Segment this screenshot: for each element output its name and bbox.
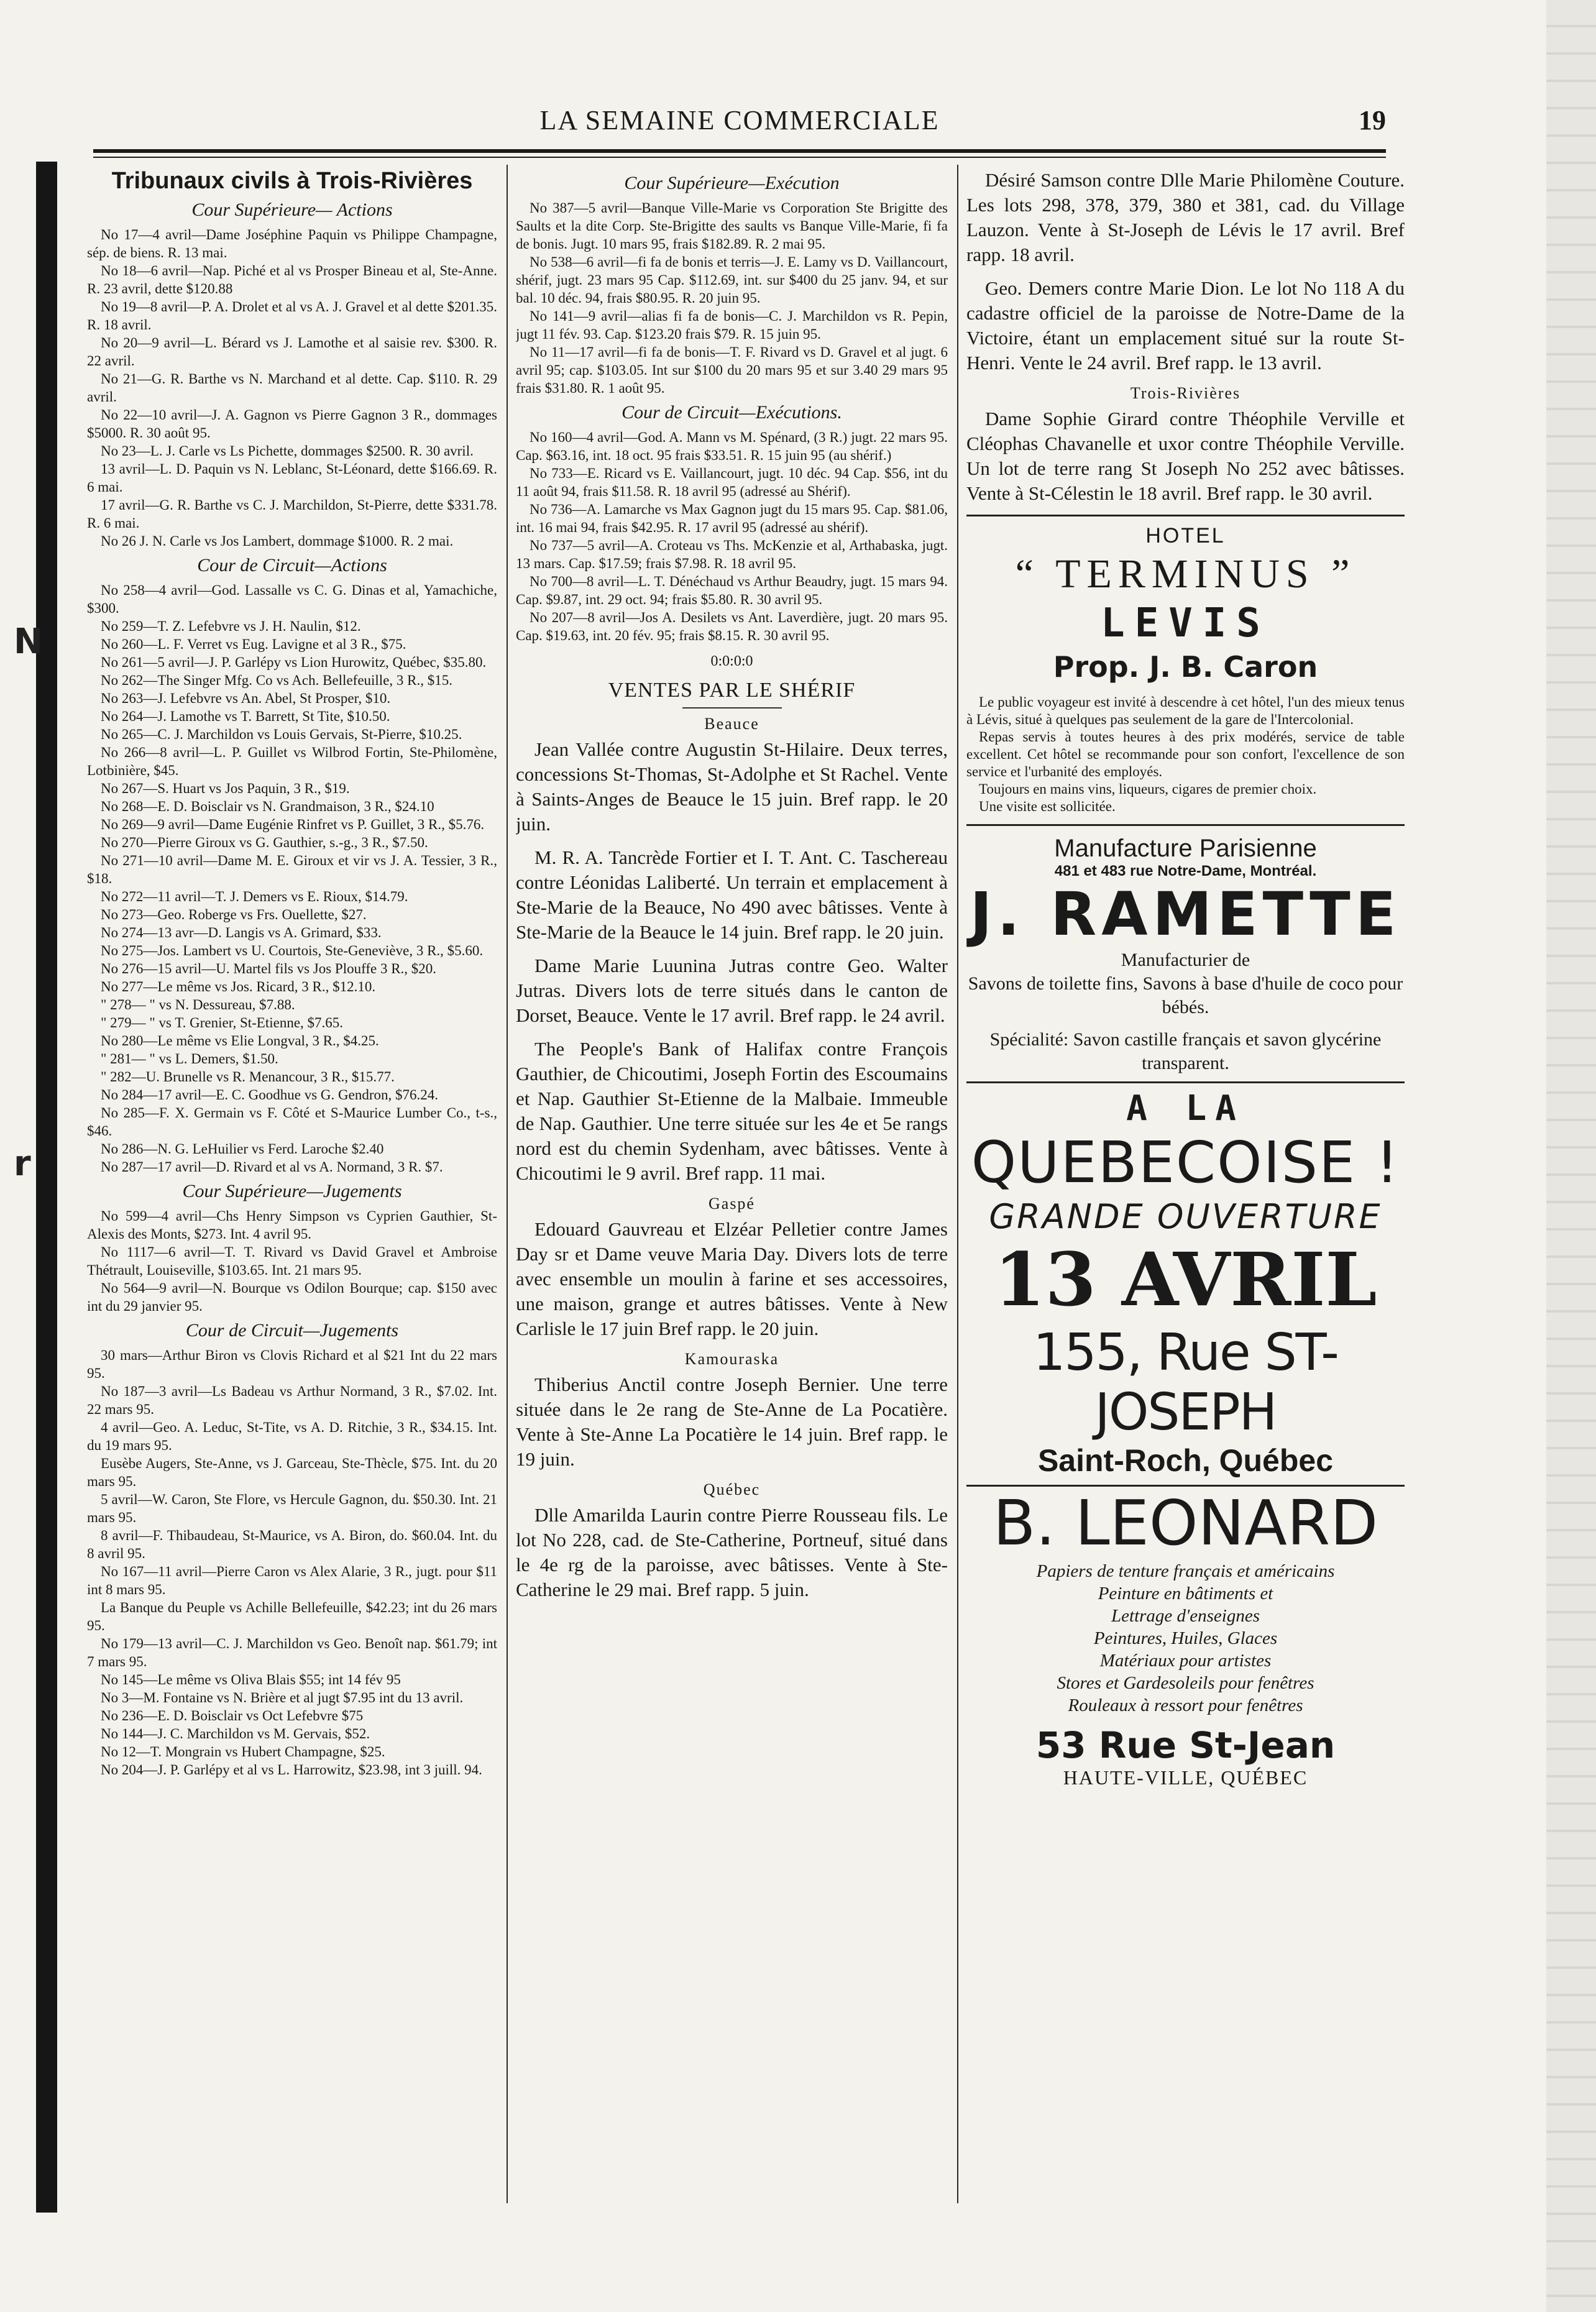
court-entry: No 265—C. J. Marchildon vs Louis Gervais, St-Pierre, $10.25. [101,727,462,742]
sheriff-sale: Désiré Samson contre Dlle Marie Philomène Couture. Les lots 298, 378, 379, 380 et 381, cad. du Village Lauzon. Vente à St-Joseph de Lévis le 17 avril. Bref rapp. 18 avril. [966,169,1405,265]
leonard-line: Peintures, Huiles, Glaces [1093,1628,1278,1648]
section-title: Cour Supérieure— Actions [191,200,393,220]
entry-list [87,1207,497,1315]
quebecoise-city: Saint-Roch, Québec [1037,1443,1334,1478]
court-entry: No 267—S. Huart vs Jos Paquin, 3 R., $19. [101,781,350,796]
ramette-address: 481 et 483 rue Notre-Dame, Montréal. [1054,863,1317,879]
page-number: 19 [1359,105,1386,135]
court-entry: No 387—5 avril—Banque Ville-Marie vs Corporation Ste Brigitte des Saults et la dite Corp. Ste-Brigitte des saults vs Banque Ville-Marie, fi fa de bonis. Jugt. 10 mars 95, frais $182.89. R. 2 mai 95. [516,200,948,252]
court-entry: No 22—10 avril—J. A. Gagnon vs Pierre Gagnon 3 R., dommages $5000. R. 30 août 95. [87,407,497,441]
court-entry: No 1117—6 avril—T. T. Rivard vs David Gravel et Ambroise Thétrault, Louiseville, $103.65. Int. 21 mars 95. [87,1244,497,1278]
sheriff-sale: Dame Sophie Girard contre Théophile Verville et Cléophas Chavanelle et uxor contre Théophile Verville. Un lot de terre rang St Joseph No 252 avec bâtisses. Vente à St-Célestin le 18 avril. Bref rapp. le 30 avril. [966,408,1405,504]
column-rule-1 [507,165,508,2203]
entry-list [87,581,497,1176]
hotel-paragraph: Le public voyageur est invité à descendre à cet hôtel, l'un des mieux tenus à Lévis, situé à quelques pas seulement de la gare de l'Intercolonial. [966,694,1405,727]
court-entry: No 276—15 avril—U. Martel fils vs Jos Plouffe 3 R., $20. [101,961,437,976]
header-rule [93,149,1386,153]
margin-mark-r: r [14,1144,31,1184]
court-entry: No 11—17 avril—fi fa de bonis—T. F. Rivard vs D. Gravel et al jugt. 6 avril 95; cap. $103.05. Int sur $100 du 20 mars 95 et sur 3.40 29 mars 95 frais $31.80. R. 1 août 95. [516,344,948,396]
ramette-ad [966,835,1405,1075]
court-entry: 30 mars—Arthur Biron vs Clovis Richard et al $21 Int du 22 mars 95. [87,1347,497,1381]
divider [682,707,782,709]
quebecoise-ad [966,1081,1405,1479]
court-entry: No 273—Geo. Roberge vs Frs. Ouellette, $27. [101,907,367,922]
leonard-line: Lettrage d'enseignes [1111,1606,1260,1626]
quebecoise-date: 13 AVRIL [994,1236,1377,1323]
court-entry: No 167—11 avril—Pierre Caron vs Alex Alarie, 3 R., jugt. pour $11 int 8 mars 95. [87,1564,497,1597]
ramette-name: J. RAMETTE [970,879,1401,949]
sale-list [966,406,1405,506]
sheriff-sale: M. R. A. Tancrède Fortier et I. T. Ant. C. Taschereau contre Léonidas Laliberté. Un terrain et emplacement à Ste-Marie de la Beauce, No 490 avec bâtisses. Vente à Ste-Marie de la Beauce le 14 juin. Bref rapp. le 20 juin. [516,846,948,943]
court-entry: No 19—8 avril—P. A. Drolet et al vs A. J. Gravel et al dette $201.35. R. 18 avril. [87,299,497,333]
court-entry: No 141—9 avril—alias fi fa de bonis—C. J. Marchildon vs R. Pepin, jugt 11 fév. 93. Cap. $123.20 frais $79. R. 15 juin 95. [516,308,948,342]
court-entry: No 259—T. Z. Lefebvre vs J. H. Naulin, $12. [101,618,361,634]
section-title: Cour de Circuit—Jugements [185,1320,399,1341]
court-entry: " 279— " vs T. Grenier, St-Etienne, $7.65. [101,1015,344,1030]
court-entry: " 278— " vs N. Dessureau, $7.88. [101,997,295,1012]
court-entry: No 187—3 avril—Ls Badeau vs Arthur Normand, 3 R., $7.02. Int. 22 mars 95. [87,1383,497,1417]
hotel-label: HOTEL [1145,524,1226,548]
court-entry: No 287—17 avril—D. Rivard et al vs A. Normand, 3 R. $7. [101,1159,443,1175]
court-entry: Eusèbe Augers, Ste-Anne, vs J. Garceau, Ste-Thècle, $75. Int. du 20 mars 95. [87,1456,497,1489]
sheriff-sale: The People's Bank of Halifax contre François Gauthier, de Chicoutimi, Joseph Fortin des Escoumains et Nap. Gauthier St-Etienne de la Malbaie. Immeuble de Nap. Gauthier. Une terre située sur les 4e et 5e rangs nord est du chemin Sydenham, avec bâtisses. Vente à Chicoutimi le 9 avril. Bref rapp. 11 mai. [516,1038,948,1184]
court-entry: 8 avril—F. Thibaudeau, St-Maurice, vs A. Biron, do. $60.04. Int. du 8 avril 95. [87,1528,497,1561]
quebecoise-street: 155, Rue ST-JOSEPH [1033,1323,1338,1442]
court-entry: No 284—17 avril—E. C. Goodhue vs G. Gendron, $76.24. [101,1087,439,1103]
court-entry: La Banque du Peuple vs Achille Bellefeuille, $42.23; int du 26 mars 95. [87,1600,497,1633]
court-entry: No 20—9 avril—L. Bérard vs J. Lamothe et al saisie rev. $300. R. 22 avril. [87,335,497,369]
court-entry: No 160—4 avril—God. A. Mann vs M. Spénard, (3 R.) jugt. 22 mars 95. Cap. $63.16, int. 18 oct. 95 frais $33.51. R. 15 juin 95 (au shérif.) [516,429,948,463]
sheriff-sale: Dame Marie Luunina Jutras contre Geo. Walter Jutras. Divers lots de terre situés dans le canton de Dorset, Beauce. Vente le 17 avril. Bref rapp. le 24 avril. [516,955,948,1026]
court-entry: No 272—11 avril—T. J. Demers vs E. Rioux, $14.79. [101,889,408,904]
leonard-line: Rouleaux à ressort pour fenêtres [1068,1695,1303,1715]
district-title: Trois-Rivières [1130,384,1241,402]
court-entry: No 274—13 avr—D. Langis vs A. Grimard, $33. [101,925,382,940]
court-entry: No 269—9 avril—Dame Eugénie Rinfret vs P. Guillet, 3 R., $5.76. [101,817,485,832]
court-entry: No 737—5 avril—A. Croteau vs Ths. McKenzie et al, Arthabaska, jugt. 13 mars. Cap. $17.59; frais $7.98. R. 18 avril 95. [516,538,948,571]
section-title: Cour de Circuit—Actions [197,555,387,576]
sheriff-sale: Thiberius Anctil contre Joseph Bernier. Une terre située dans le 2e rang de Ste-Anne de La Pocatière. Vente à Ste-Anne La Pocatière le 14 juin. Bref rapp. le 19 juin. [516,1374,948,1470]
sale-list [516,1217,948,1341]
court-entry: No 144—J. C. Marchildon vs M. Gervais, $52. [101,1726,370,1741]
leonard-name: B. LEONARD [966,1485,1405,1560]
ramette-line: Spécialité: Savon castille français et savon glycérine transparent. [989,1029,1382,1073]
quebecoise-a-la: A LA [966,1081,1405,1129]
scan-edge-right [1546,0,1596,2312]
leonard-ad [966,1485,1405,1789]
court-entry: No 262—The Singer Mfg. Co vs Ach. Bellefeuille, 3 R., $15. [101,672,452,688]
section-title: Cour Supérieure—Exécution [624,173,840,193]
section-title: Cour Supérieure—Jugements [182,1181,402,1201]
sale-list [966,168,1405,375]
court-entry: No 263—J. Lefebvre vs An. Abel, St Prosper, $10. [101,690,391,706]
leonard-lines [966,1560,1405,1717]
court-entry: No 207—8 avril—Jos A. Desilets vs Ant. Laverdière, jugt. 20 mars 95. Cap. $19.63, int. 20 fév. 95; frais $8.15. R. 30 avril 95. [516,610,948,643]
court-entry: No 264—J. Lamothe vs T. Barrett, St Tite, $10.50. [101,709,390,724]
court-entry: No 12—T. Mongrain vs Hubert Champagne, $25. [101,1744,385,1759]
court-entry: No 18—6 avril—Nap. Piché et al vs Prosper Bineau et al, Ste-Anne. R. 23 avril, dette $120.88 [87,263,497,296]
court-entry: No 280—Le même vs Elie Longval, 3 R., $4.25. [101,1033,379,1048]
court-entry: No 179—13 avril—C. J. Marchildon vs Geo. Benoît nap. $61.79; int 7 mars 95. [87,1636,497,1669]
hotel-name: “ TERMINUS ” [1015,551,1356,597]
court-entry: 17 avril—G. R. Barthe vs C. J. Marchildon, St-Pierre, dette $331.78. R. 6 mai. [87,497,497,531]
sale-list [516,1503,948,1602]
court-entry: No 564—9 avril—N. Bourque vs Odilon Bourque; cap. $150 avec int du 29 janvier 95. [87,1280,497,1314]
hotel-text-block [966,694,1405,815]
court-entry: No 599—4 avril—Chs Henry Simpson vs Cyprien Gauthier, St-Alexis des Monts, $273. Int. 4 avril 95. [87,1208,497,1242]
court-entry: No 268—E. D. Boisclair vs N. Grandmaison, 3 R., $24.10 [101,799,434,814]
court-entry: No 275—Jos. Lambert vs U. Courtois, Ste-Geneviève, 3 R., $5.60. [101,943,484,958]
entry-list [516,199,948,397]
hotel-city: LEVIS [1101,600,1270,646]
court-entry: No 270—Pierre Giroux vs G. Gauthier, s.-g., 3 R., $7.50. [101,835,428,850]
court-entry: No 21—G. R. Barthe vs N. Marchand et al dette. Cap. $110. R. 29 avril. [87,371,497,405]
tribunaux-title: Tribunaux civils à Trois-Rivières [111,168,473,194]
district-title: Kamouraska [684,1350,779,1368]
ramette-line: Manufacturier de [1121,950,1250,970]
leonard-line: Matériaux pour artistes [1099,1651,1272,1671]
ramette-line: Savons de toilette fins, Savons à base d'huile de coco pour bébés. [968,973,1403,1017]
court-entry: No 266—8 avril—L. P. Guillet vs Wilbrod Fortin, Ste-Philomène, Lotbinière, $45. [87,745,497,778]
leonard-line: Peinture en bâtiments et [1098,1584,1273,1603]
court-entry: No 204—J. P. Garlépy et al vs L. Harrowitz, $23.98, int 3 juill. 94. [101,1762,482,1778]
sale-list [516,737,948,1186]
separator-mark: 0:0:0:0 [710,653,753,669]
leonard-address: 53 Rue St-Jean [1035,1724,1336,1766]
column-ventes-annonces [966,168,1405,2206]
leonard-city: HAUTE-VILLE, QUÉBEC [1063,1766,1308,1789]
header-rule-thin [93,157,1386,158]
court-entry: No 3—M. Fontaine vs N. Brière et al jugt $7.95 int du 13 avril. [101,1690,464,1705]
margin-mark-n: N [14,622,43,662]
hotel-owner: Prop. J. B. Caron [1053,650,1318,684]
court-entry: " 281— " vs L. Demers, $1.50. [101,1051,278,1067]
quebecoise-name: QUEBECOISE ! [971,1129,1400,1196]
district-title: Québec [703,1480,761,1498]
ramette-heading: Manufacture Parisienne [1054,835,1317,862]
sheriff-sale: Jean Vallée contre Augustin St-Hilaire. Deux terres, concessions St-Thomas, St-Adolphe et St Rachel. Vente à Saints-Anges de Beauce le 15 juin. Bref rapp. le 20 juin. [516,738,948,835]
court-entry: " 282—U. Brunelle vs R. Menancour, 3 R., $15.77. [101,1069,395,1085]
column-rule-2 [957,165,958,2203]
court-entry: No 17—4 avril—Dame Joséphine Paquin vs Philippe Champagne, sép. de biens. R. 13 mai. [87,227,497,260]
column-executions-ventes [516,168,948,2206]
section-title: Cour de Circuit—Exécutions. [621,402,842,423]
court-entry: No 145—Le même vs Oliva Blais $55; int 14 fév 95 [101,1672,401,1687]
quebecoise-opening: GRANDE OUVERTURE [989,1197,1382,1236]
court-entry: No 736—A. Lamarche vs Max Gagnon jugt du 15 mars 95. Cap. $81.06, int. 16 mai 94, frais $42.95. R. 17 avril 95 (adressé au shérif). [516,502,948,535]
sale-list [516,1372,948,1472]
sheriff-sale: Dlle Amarilda Laurin contre Pierre Rousseau fils. Le lot No 228, cad. de Ste-Catherine, Portneuf, situé dans le 4e rg de la paroisse, avec bâtisses. Vente à Ste-Catherine le 29 mai. Bref rapp. 5 juin. [516,1504,948,1600]
entry-list [516,428,948,645]
sheriff-sale: Edouard Gauvreau et Elzéar Pelletier contre James Day sr et Dame veuve Maria Day. Divers lots de terre avec ensemble un moulin à farine et ses accessoires, une maison, grange et autres bâtisses. Vente à New Carlisle le 17 juin Bref rapp. le 20 juin. [516,1218,948,1339]
court-entry: 4 avril—Geo. A. Leduc, St-Tite, vs A. D. Ritchie, 3 R., $34.15. Int. du 19 mars 95. [87,1420,497,1453]
entry-list [87,1346,497,1779]
hotel-paragraph: Toujours en mains vins, liqueurs, cigares de premier choix. [979,781,1317,797]
district-title: Gaspé [709,1195,755,1213]
district-title: Beauce [704,715,759,733]
sheriff-sale: Geo. Demers contre Marie Dion. Le lot No 118 A du cadastre officiel de la paroisse de Notre-Dame de la Victoire, étant un emplacement situé sur la route St-Henri. Vente le 24 avril. Bref rapp. le 13 avril. [966,277,1405,374]
column-tribunaux [87,168,497,2206]
divider [966,824,1405,826]
court-entry: No 236—E. D. Boisclair vs Oct Lefebvre $75 [101,1708,364,1723]
leonard-line: Stores et Gardesoleils pour fenêtres [1057,1673,1314,1693]
entry-list [87,226,497,550]
hotel-paragraph: Une visite est sollicitée. [979,799,1116,814]
court-entry: No 258—4 avril—God. Lassalle vs C. G. Dinas et al, Yamachiche, $300. [87,582,497,616]
court-entry: No 286—N. G. LeHuilier vs Ferd. Laroche $2.40 [101,1141,384,1157]
page-header [93,104,1386,148]
court-entry: No 26 J. N. Carle vs Jos Lambert, dommage $1000. R. 2 mai. [101,533,454,549]
court-entry: No 733—E. Ricard vs E. Vaillancourt, jugt. 10 déc. 94 Cap. $56, int du 11 août 94, frais $11.58. R. 18 avril 95 (adressé au Shérif). [516,466,948,499]
court-entry: No 538—6 avril—fi fa de bonis et terris—J. E. Lamy vs D. Vaillancourt, shérif, jugt. 23 mars 95 Cap. $112.69, int. sur $400 du 25 janv. 94, et sur bal. 10 déc. 94, frais $80.95. R. 20 juin 95. [516,254,948,306]
court-entry: No 23—L. J. Carle vs Ls Pichette, dommages $2500. R. 30 avril. [101,443,474,459]
hotel-terminus-ad [966,515,1405,815]
court-entry: 5 avril—W. Caron, Ste Flore, vs Hercule Gagnon, du. $50.30. Int. 21 mars 95. [87,1492,497,1525]
court-entry: 13 avril—L. D. Paquin vs N. Leblanc, St-Léonard, dette $166.69. R. 6 mai. [87,461,497,495]
sheriff-sales-title: VENTES PAR LE SHÉRIF [608,679,856,702]
court-entry: No 277—Le même vs Jos. Ricard, 3 R., $12.10. [101,979,376,994]
scan-edge-left [36,162,57,2213]
court-entry: No 260—L. F. Verret vs Eug. Lavigne et al 3 R., $75. [101,636,406,652]
court-entry: No 271—10 avril—Dame M. E. Giroux et vir vs J. A. Tessier, 3 R., $18. [87,853,497,886]
leonard-line: Papiers de tenture français et américains [1036,1561,1335,1581]
hotel-paragraph: Repas servis à toutes heures à des prix modérés, service de table excellent. Cet hôtel se recommande pour son confort, l'excellence de son service et l'urbanité des employés. [966,729,1405,779]
running-head: LA SEMAINE COMMERCIALE [539,105,940,135]
court-entry: No 285—F. X. Germain vs F. Côté et S-Maurice Lumber Co., t-s., $46. [87,1105,497,1139]
court-entry: No 700—8 avril—L. T. Dénéchaud vs Arthur Beaudry, jugt. 15 mars 94. Cap. $9.87, int. 29 oct. 94; frais $5.80. R. 30 avril 95. [516,574,948,607]
court-entry: No 261—5 avril—J. P. Garlépy vs Lion Hurowitz, Québec, $35.80. [101,654,487,670]
